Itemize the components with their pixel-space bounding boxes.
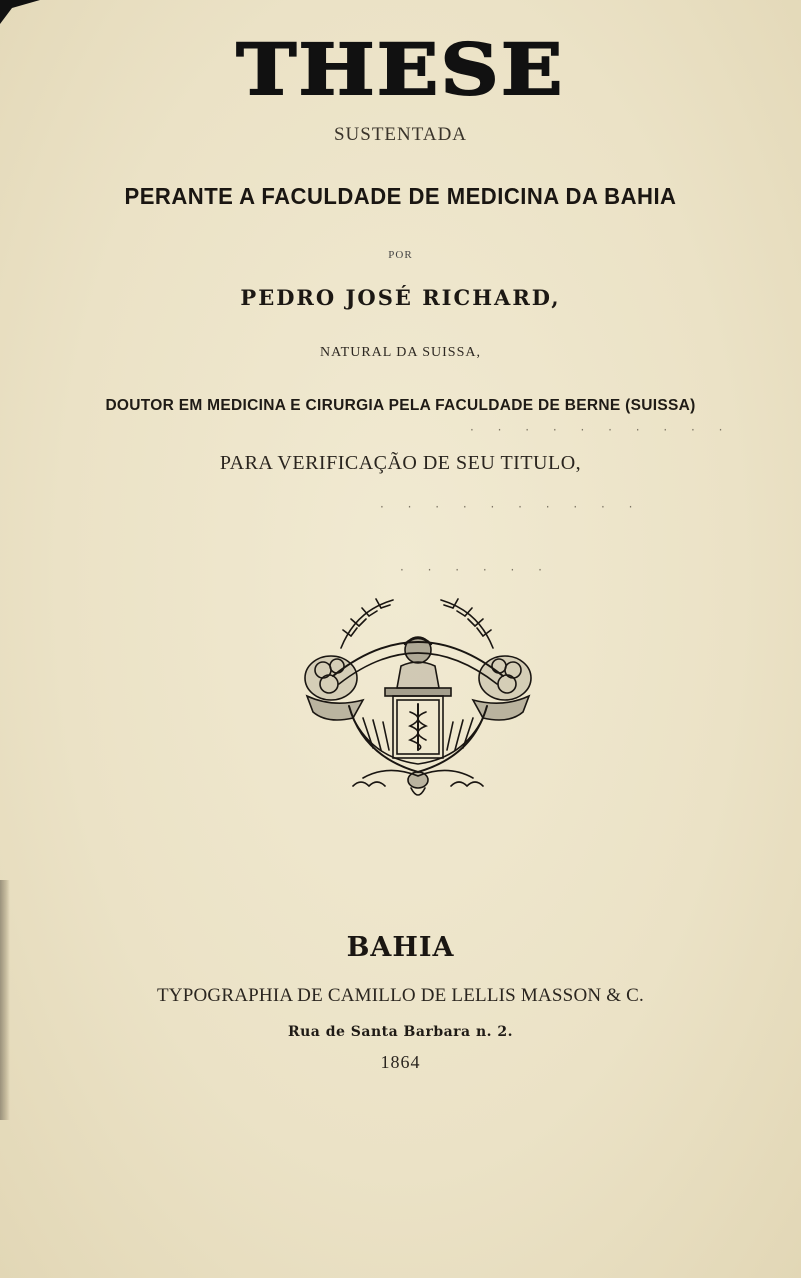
sustentada-line: SUSTENTADA: [333, 124, 468, 145]
dot-row: · · · · · · · · · ·: [470, 423, 733, 437]
author-name: PEDRO JOSÉ RICHARD,: [240, 285, 561, 310]
corner-mark: [0, 0, 40, 24]
dot-row: · · · · · ·: [400, 563, 552, 577]
medical-vignette-icon: [293, 588, 543, 806]
year-line: 1864: [380, 1052, 421, 1072]
nationality-line: NATURAL DA SUISSA,: [319, 345, 481, 360]
degree-line: DOUTOR EM MEDICINA E CIRURGIA PELA FACULDADE DE BERNE (SUISSA): [105, 397, 696, 414]
printer-line: TYPOGRAPHIA DE CAMILLO DE LELLIS MASSON & C.: [157, 985, 644, 1006]
address-line: Rua de Santa Barbara n. 2.: [287, 1024, 514, 1040]
thesis-title: THESE: [236, 28, 565, 111]
faculty-line: PERANTE A FACULDADE DE MEDICINA DA BAHIA: [124, 183, 677, 209]
purpose-line: PARA VERIFICAÇÃO DE SEU TITULO,: [219, 452, 582, 474]
place-name: BAHIA: [346, 932, 455, 963]
por-line: POR: [388, 249, 413, 261]
dot-row: · · · · · · · · · ·: [380, 500, 643, 514]
